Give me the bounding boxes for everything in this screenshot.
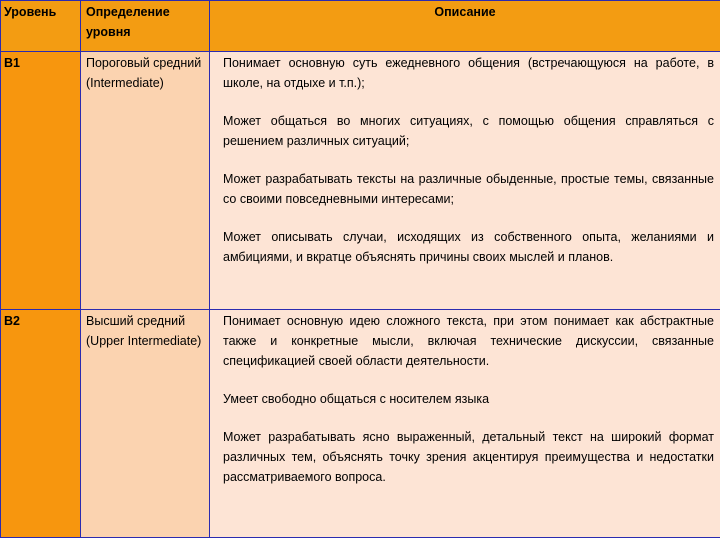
description-item: Умеет свободно общаться с носителем языка [223,392,490,406]
table-row-b1 [1,52,720,310]
level-cell: B1 [1,52,81,310]
description-item: Может общаться во многих ситуациях, с помощью общения справляться с решением различных ситуаций; [223,114,714,148]
description-item: Понимает основную суть ежедневного общения (встречающуюся на работе, в школе, на отдыхе и т.п.); [223,56,714,90]
definition-cell: Пороговый средний (Intermediate) [81,52,210,310]
description-item: Понимает основную идею сложного текста, при этом понимает как абстрактные также и конкретные мысли, включая технические дискуссии, связанные спецификацией своей области деятельности. [223,314,714,368]
header-description: Описание [210,1,720,52]
definition-cell: Высший средний (Upper Intermediate) [81,310,210,538]
level-cell: B2 [1,310,81,538]
description-item: Может описывать случаи, исходящих из собственного опыта, желаниями и амбициями, и вкратце объяснять причины своих мыслей и планов. [223,230,714,264]
header-row [1,1,720,52]
description-cell [210,52,720,310]
table-row-b2 [1,310,720,538]
description-item: Может разрабатывать тексты на различные обыденные, простые темы, связанные со своими повседневными интересами; [223,172,714,206]
header-definition: Определение уровня [81,1,210,52]
header-level: Уровень [1,1,81,52]
description-cell [210,310,720,538]
description-item: Может разрабатывать ясно выраженный, детальный текст на широкий формат различных тем, объяснять точку зрения акцентируя преимущества и недостатки рассматриваемого вопроса. [223,430,714,484]
